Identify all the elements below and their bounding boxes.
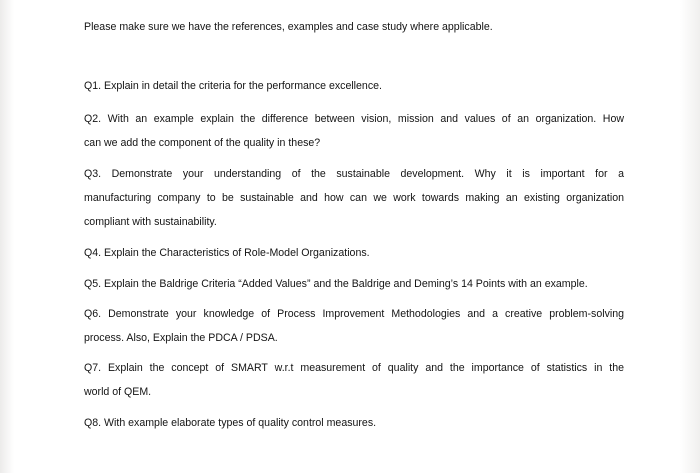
document-body <box>84 20 624 435</box>
question-3 <box>84 162 624 234</box>
question-5 <box>84 272 624 296</box>
question-2-line-2: can we add the component of the quality in these? <box>84 137 321 149</box>
question-3-line-1: Q3. Demonstrate your understanding of the sustainable development. Why it is important for a <box>84 168 624 180</box>
question-2-line-1: Q2. With an example explain the difference between vision, mission and values of an organization. How <box>84 113 624 125</box>
question-1-line-1: Q1. Explain in detail the criteria for the performance excellence. <box>84 80 382 92</box>
question-8-line-1: Q8. With example elaborate types of quality control measures. <box>84 417 377 429</box>
question-4-line-1: Q4. Explain the Characteristics of Role-Model Organizations. <box>84 247 370 259</box>
question-8 <box>84 411 624 435</box>
question-5-line-1: Q5. Explain the Baldrige Criteria “Added Values” and the Baldrige and Deming’s 14 Points with an example. <box>84 278 588 290</box>
question-6 <box>84 302 624 350</box>
intro-text: Please make sure we have the references, examples and case study where applicable. <box>84 21 493 33</box>
question-3-line-2: manufacturing company to be sustainable and how can we work towards making an existing organization <box>84 192 624 204</box>
question-6-line-2: process. Also, Explain the PDCA / PDSA. <box>84 332 278 344</box>
question-6-line-1: Q6. Demonstrate your knowledge of Process Improvement Methodologies and a creative problem-solving <box>84 308 624 320</box>
question-7-line-2: world of QEM. <box>84 386 152 398</box>
question-4 <box>84 241 624 265</box>
question-3-line-3: compliant with sustainability. <box>84 216 217 228</box>
question-7 <box>84 356 624 404</box>
question-2 <box>84 107 624 155</box>
question-7-line-1: Q7. Explain the concept of SMART w.r.t measurement of quality and the importance of statistics in the <box>84 362 624 374</box>
question-1 <box>84 74 624 98</box>
